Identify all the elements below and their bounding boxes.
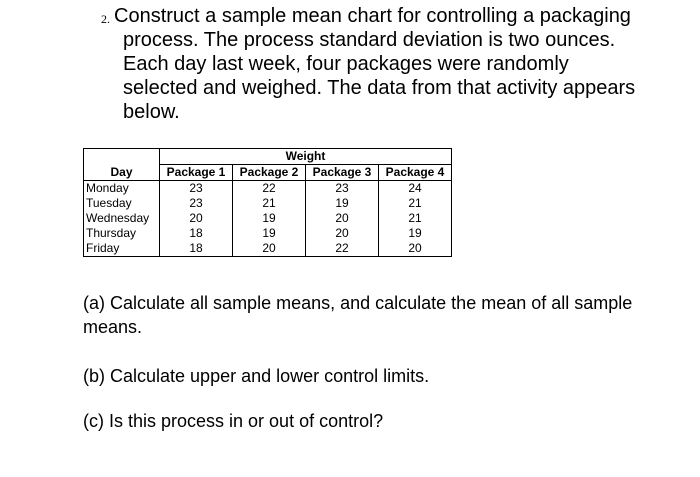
value-cell: 19 (306, 196, 379, 211)
day-cell: Thursday (84, 226, 160, 241)
weight-data-table (83, 148, 452, 257)
question-text: Construct a sample mean chart for controlling a packaging process. The process standard deviation is two ounces. Each day last week, four packages were randomly selected and weighed. The data from that activity appears below. (114, 5, 636, 123)
table-corner-cell (84, 149, 160, 165)
weight-group-header: Weight (160, 149, 452, 165)
table-row (84, 226, 452, 241)
value-cell: 20 (306, 226, 379, 241)
part-c-text: (c) Is this process in or out of control? (83, 411, 384, 431)
part-b-text: (b) Calculate upper and lower control limits. (83, 366, 430, 386)
package-4-header: Package 4 (379, 165, 452, 181)
day-cell: Wednesday (84, 211, 160, 226)
value-cell: 20 (160, 211, 233, 226)
value-cell: 20 (379, 241, 452, 257)
table-row (84, 211, 452, 226)
question-number: 2. (101, 12, 110, 26)
value-cell: 21 (379, 211, 452, 226)
part-a-text: (a) Calculate all sample means, and calculate the mean of all sample means. (83, 293, 633, 337)
day-cell: Tuesday (84, 196, 160, 211)
package-3-header: Package 3 (306, 165, 379, 181)
package-1-header: Package 1 (160, 165, 233, 181)
value-cell: 18 (160, 226, 233, 241)
value-cell: 20 (306, 211, 379, 226)
value-cell: 21 (379, 196, 452, 211)
value-cell: 19 (233, 211, 306, 226)
value-cell: 23 (160, 196, 233, 211)
table-header-row (84, 165, 452, 181)
value-cell: 18 (160, 241, 233, 257)
day-column-header: Day (84, 165, 160, 181)
table-group-header-row (84, 149, 452, 165)
table-row (84, 241, 452, 257)
table-row (84, 196, 452, 211)
value-cell: 23 (306, 181, 379, 197)
value-cell: 24 (379, 181, 452, 197)
day-cell: Monday (84, 181, 160, 197)
value-cell: 19 (233, 226, 306, 241)
value-cell: 22 (306, 241, 379, 257)
value-cell: 19 (379, 226, 452, 241)
table-row (84, 181, 452, 197)
day-cell: Friday (84, 241, 160, 257)
package-2-header: Package 2 (233, 165, 306, 181)
value-cell: 22 (233, 181, 306, 197)
value-cell: 20 (233, 241, 306, 257)
value-cell: 21 (233, 196, 306, 211)
value-cell: 23 (160, 181, 233, 197)
